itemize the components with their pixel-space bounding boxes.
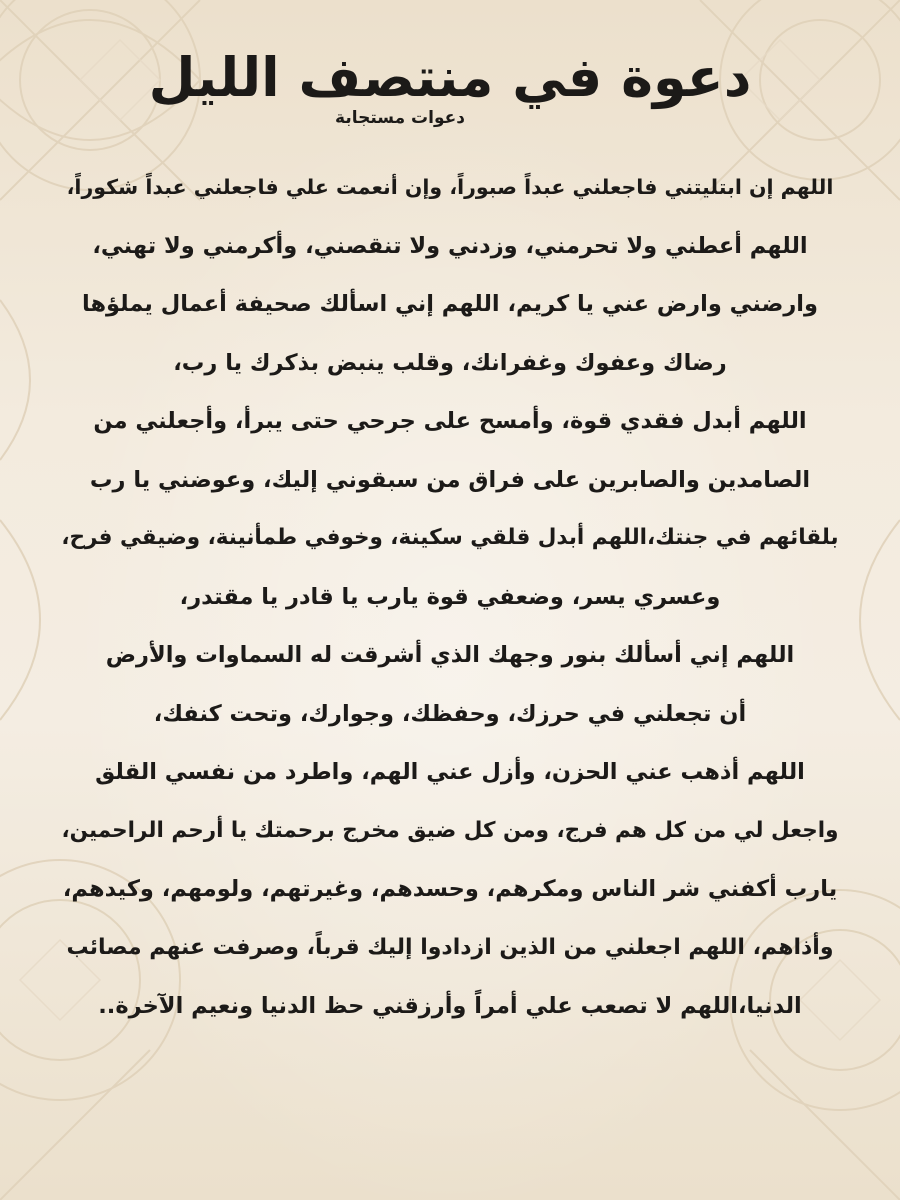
prayer-line: اللهم إني أسألك بنور وجهك الذي أشرقت له السماوات والأرض <box>105 642 795 668</box>
prayer-line: أن تجعلني في حرزك، وحفظك، وجوارك، وتحت كنفك، <box>153 700 747 727</box>
prayer-line: اللهم أذهب عني الحزن، وأزل عني الهم، واطرد من نفسي القلق <box>95 759 805 785</box>
page-title: دعوة في منتصف الليل <box>148 46 752 109</box>
prayer-line: بلقائهم في جنتك،اللهم أبدل قلقي سكينة، وخوفي طمأنينة، وضيقي فرح، <box>61 525 839 550</box>
prayer-line: الصامدين والصابرين على فراق من سبقوني إليك، وعوضني يا رب <box>89 466 811 493</box>
prayer-line: اللهم إن ابتليتني فاجعلني عبداً صبوراً، وإن أنعمت علي فاجعلني عبداً شكوراً، <box>66 175 834 199</box>
prayer-line: اللهم أعطني ولا تحرمني، وزدني ولا تنقصني، وأكرمني ولا تهني، <box>92 232 808 259</box>
prayer-line: اللهم أبدل فقدي قوة، وأمسح على جرحي حتى يبرأ، وأجعلني من <box>93 408 807 434</box>
prayer-line: يارب أكفني شر الناس ومكرهم، وحسدهم، وغيرتهم، ولومهم، وكيدهم، <box>62 876 838 902</box>
prayer-line: الدنيا،اللهم لا تصعب علي أمراً وأرزقني حظ الدنيا ونعيم الآخرة.. <box>98 993 802 1019</box>
prayer-text <box>60 158 840 1036</box>
page-subtitle: دعوات مستجابة <box>335 108 465 128</box>
prayer-line: واجعل لي من كل هم فرج، ومن كل ضيق مخرج برحمتك يا أرحم الراحمين، <box>61 817 839 843</box>
prayer-line: رضاك وعفوك وغفرانك، وقلب ينبض بذكرك يا رب، <box>173 349 727 376</box>
prayer-line: وارضني وارض عني يا كريم، اللهم إني اسألك صحيفة أعمال يملؤها <box>82 291 818 317</box>
prayer-line: وعسري يسر، وضعفي قوة يارب يا قادر يا مقتدر، <box>179 583 721 610</box>
prayer-line: وأذاهم، اللهم اجعلني من الذين ازدادوا إليك قرباً، وصرفت عنهم مصائب <box>66 934 834 960</box>
